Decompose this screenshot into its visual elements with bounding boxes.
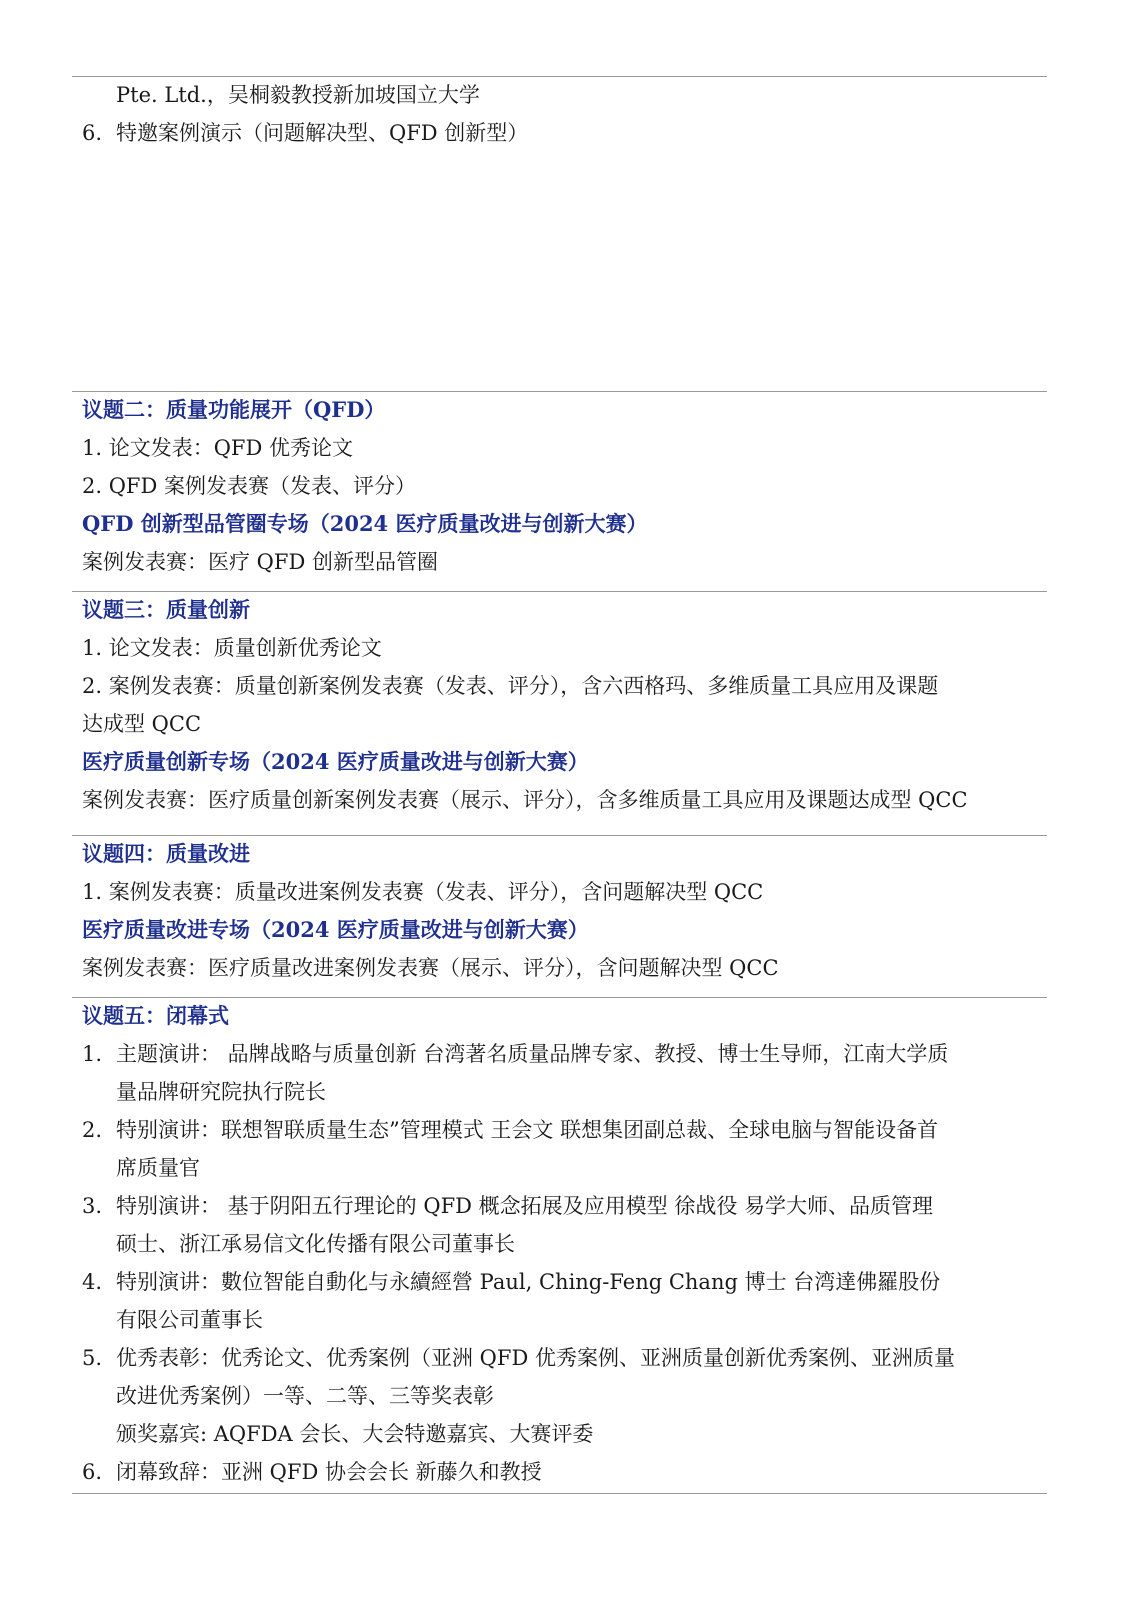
item-text: 特别演讲：联想智联质量生态”管理模式 王会文 联想集团副总裁、全球电脑与智能设备首 (116, 1118, 939, 1142)
special-session-text: 案例发表赛：医疗 QFD 创新型品管圈 (82, 550, 438, 574)
item-number: 5. (82, 1346, 103, 1370)
item-text: 特别演讲： 基于阴阳五行理论的 QFD 概念拓展及应用模型 徐战役 易学大师、品质管理 (116, 1194, 933, 1218)
item-text: 主题演讲： 品牌战略与质量创新 台湾著名质量品牌专家、教授、博士生导师，江南大学质 (116, 1042, 949, 1066)
topic3-heading: 议题三：质量创新 (82, 597, 250, 622)
list-item: 1. 论文发表：QFD 优秀论文 (82, 436, 354, 460)
list-item: 2. 案例发表赛：质量创新案例发表赛（发表、评分），含六西格玛、多维质量工具应用及课题 (82, 674, 939, 698)
special-session-heading: 医疗质量创新专场（2024 医疗质量改进与创新大赛） (82, 749, 589, 774)
list-item-continued: 量品牌研究院执行院长 (116, 1080, 326, 1104)
topic2-heading: 议题二：质量功能展开（QFD） (82, 397, 386, 422)
list-item (82, 1035, 1042, 1073)
special-session-text: 案例发表赛：医疗质量创新案例发表赛（展示、评分），含多维质量工具应用及课题达成型 QCC (82, 788, 968, 812)
list-item (82, 1339, 1042, 1377)
special-session-heading: QFD 创新型品管圈专场（2024 医疗质量改进与创新大赛） (82, 511, 648, 536)
list-item (82, 1111, 1042, 1149)
list-item-continued: 改进优秀案例）一等、二等、三等奖表彰 (116, 1384, 494, 1408)
list-item (82, 1263, 1042, 1301)
award-presenters: 颁奖嘉宾: AQFDA 会长、大会特邀嘉宾、大赛评委 (116, 1422, 594, 1446)
list-item-continued: 有限公司董事长 (116, 1308, 263, 1332)
item-text: 闭幕致辞：亚洲 QFD 协会会长 新藤久和教授 (116, 1460, 542, 1484)
list-item: 1. 案例发表赛：质量改进案例发表赛（发表、评分），含问题解决型 QCC (82, 880, 764, 904)
divider (72, 1493, 1047, 1494)
list-item: 1. 论文发表：质量创新优秀论文 (82, 636, 382, 660)
special-session-heading: 医疗质量改进专场（2024 医疗质量改进与创新大赛） (82, 917, 589, 942)
continued-line: Pte. Ltd.，吴桐毅教授新加坡国立大学 (116, 83, 480, 107)
item-number: 3. (82, 1194, 103, 1218)
list-item-continued: 席质量官 (116, 1156, 200, 1180)
item-text: 特邀案例演示（问题解决型、QFD 创新型） (116, 121, 529, 145)
list-item (82, 1453, 1042, 1491)
item-text: 优秀表彰：优秀论文、优秀案例（亚洲 QFD 优秀案例、亚洲质量创新优秀案例、亚洲质量 (116, 1346, 955, 1370)
item-number: 2. (82, 1118, 103, 1142)
list-item (82, 114, 1042, 152)
topic4-heading: 议题四：质量改进 (82, 841, 250, 866)
item-number: 6. (82, 121, 103, 145)
list-item-continued: 硕士、浙江承易信文化传播有限公司董事长 (116, 1232, 515, 1256)
item-number: 1. (82, 1042, 103, 1066)
list-item-continued: 达成型 QCC (82, 712, 202, 736)
topic5-heading: 议题五：闭幕式 (82, 1003, 229, 1028)
special-session-text: 案例发表赛：医疗质量改进案例发表赛（展示、评分），含问题解决型 QCC (82, 956, 779, 980)
item-number: 6. (82, 1460, 103, 1484)
list-item: 2. QFD 案例发表赛（发表、评分） (82, 474, 417, 498)
item-text: 特别演讲：數位智能自動化与永續經營 Paul, Ching-Feng Chang 博士 台湾達佛羅股份 (116, 1270, 941, 1294)
list-item (82, 1187, 1042, 1225)
item-number: 4. (82, 1270, 103, 1294)
